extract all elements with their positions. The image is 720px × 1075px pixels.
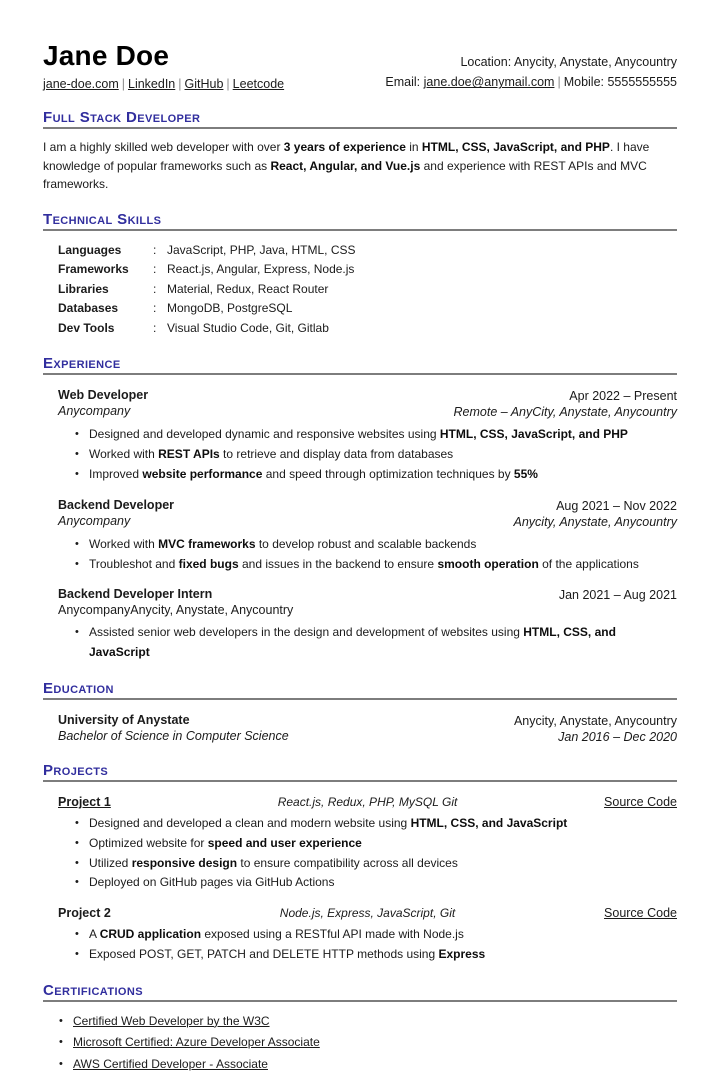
source-code-link-wrap (567, 795, 677, 809)
bullet-icon: • (75, 428, 79, 441)
skill-values: MongoDB, PostgreSQL (167, 301, 293, 316)
certification-item (59, 1054, 677, 1075)
bullet-item (75, 623, 677, 663)
section-title-education: Education (43, 680, 677, 700)
skill-category: Frameworks (58, 262, 129, 277)
education-entry (43, 713, 677, 745)
job-bullets (58, 425, 677, 484)
bullet-item (75, 854, 677, 874)
bullet-text: Worked with REST APIs to retrieve and display data from databases (89, 447, 454, 462)
section-title-certifications: Certifications (43, 982, 677, 1002)
skill-category: Languages (58, 242, 122, 257)
job-bullets (58, 535, 677, 575)
email-label: Email: (385, 75, 421, 90)
skill-values: React.js, Angular, Express, Node.js (167, 262, 355, 277)
skill-values: Material, Redux, React Router (167, 281, 329, 296)
bullet-text: Deployed on GitHub pages via GitHub Actions (89, 875, 335, 890)
skill-category: Databases (58, 301, 119, 316)
job-right (514, 498, 678, 530)
bullet-item (75, 465, 677, 485)
bullet-icon: • (75, 816, 79, 829)
mobile-text: Mobile: 5555555555 (563, 75, 677, 90)
job-right (559, 587, 677, 618)
skills-row (58, 241, 677, 261)
job-entry (43, 498, 677, 575)
skills-row (58, 280, 677, 300)
job-dates: Apr 2022 – Present (569, 389, 677, 404)
skill-values: Visual Studio Code, Git, Gitlab (167, 320, 329, 335)
bullet-text: Assisted senior web developers in the design and development of websites using HTML, CSS, and JavaScript (89, 625, 616, 660)
location-line: Location: Anycity, Anystate, Anycountry (460, 55, 677, 70)
bullet-icon: • (75, 537, 79, 550)
project-name-link[interactable]: Project 1 (58, 794, 111, 809)
skill-category: Libraries (58, 281, 109, 296)
bullet-text: Troubleshot and fixed bugs and issues in the backend to ensure smooth operation of the applications (89, 556, 639, 571)
skills-row (58, 319, 677, 339)
degree: Bachelor of Science in Computer Science (58, 728, 289, 743)
job-bullets (58, 623, 677, 663)
certification-item (59, 1032, 677, 1054)
separator: | (226, 77, 230, 92)
certifications-list (43, 1011, 677, 1075)
email-link[interactable]: jane.doe@anymail.com (423, 75, 555, 90)
separator: | (178, 77, 182, 92)
skills-table (43, 241, 677, 339)
job-right (454, 388, 677, 420)
skills-row (58, 299, 677, 319)
bullet-text: Designed and developed a clean and modern website using HTML, CSS, and JavaScript (89, 815, 568, 830)
project-bullets (58, 814, 677, 893)
bullet-item (75, 834, 677, 854)
job-left (58, 587, 293, 618)
bullet-text: Exposed POST, GET, PATCH and DELETE HTTP methods using Express (89, 946, 486, 961)
bullet-icon: • (75, 626, 79, 639)
website-link[interactable]: jane-doe.com (43, 77, 119, 92)
education-location: Anycity, Anystate, Anycountry (513, 713, 677, 728)
bullet-icon: • (75, 947, 79, 960)
certification-item (59, 1011, 677, 1033)
bullet-text: Optimized website for speed and user experience (89, 835, 362, 850)
bullet-item (75, 873, 677, 893)
summary-paragraph: I am a highly skilled web developer with over 3 years of experience in HTML, CSS, JavaScript, and PHP. I have knowledge of popular frameworks such as React, Angular, and Vue.js and experience with REST APIs and MVC frameworks. (43, 140, 650, 192)
project-tech-stack: React.js, Redux, PHP, MySQL Git (277, 794, 458, 809)
job-head (58, 388, 677, 420)
skill-values: JavaScript, PHP, Java, HTML, CSS (167, 242, 356, 257)
bullet-text: A CRUD application exposed using a RESTful API made with Node.js (89, 927, 464, 942)
source-code-link-wrap (567, 906, 677, 920)
section-title-projects: Projects (43, 762, 677, 782)
bullet-icon: • (75, 467, 79, 480)
source-code-link[interactable]: Source Code (604, 794, 677, 809)
bullet-item (75, 814, 677, 834)
bullet-icon: • (75, 928, 79, 941)
colon: : (153, 301, 157, 316)
project-head (58, 906, 677, 920)
bullet-text: Improved website performance and speed through optimization techniques by 55% (89, 466, 538, 481)
job-left (58, 498, 174, 530)
bullet-icon: • (75, 557, 79, 570)
section-title-role: Full Stack Developer (43, 109, 677, 129)
bullet-item (75, 425, 677, 445)
source-code-link[interactable]: Source Code (604, 906, 677, 921)
header-right (385, 52, 677, 92)
linkedin-link[interactable]: LinkedIn (128, 77, 176, 92)
project-name: Project 2 (58, 906, 111, 921)
colon: : (153, 242, 157, 257)
education-right (514, 713, 677, 745)
bullet-icon: • (59, 1036, 63, 1049)
certification-link[interactable]: Microsoft Certified: Azure Developer Associate (73, 1035, 320, 1050)
leetcode-link[interactable]: Leetcode (232, 77, 285, 92)
colon: : (153, 281, 157, 296)
bullet-text: Designed and developed dynamic and responsive websites using HTML, CSS, JavaScript, and PHP (89, 427, 628, 442)
bullet-item (75, 445, 677, 465)
education-dates: Jan 2016 – Dec 2020 (558, 729, 677, 744)
project-tech-stack: Node.js, Express, JavaScript, Git (279, 906, 456, 921)
skills-row (58, 260, 677, 280)
bullet-icon: • (59, 1014, 63, 1027)
header-left (43, 40, 284, 92)
bullet-icon: • (75, 448, 79, 461)
bullet-text: Utilized responsive design to ensure compatibility across all devices (89, 855, 458, 870)
project-entry (43, 795, 677, 893)
email-mobile-line (385, 72, 677, 92)
job-head (58, 587, 677, 618)
job-role: Web Developer (58, 388, 149, 403)
colon: : (153, 262, 157, 277)
project-head (58, 795, 677, 809)
certification-link[interactable]: AWS Certified Developer - Associate (73, 1056, 268, 1071)
job-dates: Jan 2021 – Aug 2021 (558, 588, 677, 603)
job-role: Backend Developer Intern (58, 587, 213, 602)
bullet-item (75, 535, 677, 555)
job-entry (43, 587, 677, 663)
section-title-experience: Experience (43, 355, 677, 375)
bullet-icon: • (75, 856, 79, 869)
bullet-item (75, 945, 677, 965)
bullet-icon: • (75, 876, 79, 889)
job-left (58, 388, 148, 420)
job-company: Anycompany (58, 404, 131, 419)
job-role: Backend Developer (58, 497, 175, 512)
job-company: Anycompany (58, 513, 131, 528)
certification-link[interactable]: Certified Web Developer by the W3C (73, 1013, 270, 1028)
contact-links (43, 76, 284, 92)
colon: : (153, 320, 157, 335)
separator: | (121, 77, 125, 92)
bullet-icon: • (75, 836, 79, 849)
education-head (58, 713, 677, 745)
bullet-text: Worked with MVC frameworks to develop robust and scalable backends (89, 536, 477, 551)
job-head (58, 498, 677, 530)
section-title-skills: Technical Skills (43, 211, 677, 231)
header (43, 40, 677, 92)
job-dates: Aug 2021 – Nov 2022 (556, 498, 677, 513)
bullet-item (75, 925, 677, 945)
school-name: University of Anystate (58, 712, 190, 727)
job-location: Anycity, Anystate, Anycountry (513, 514, 677, 529)
job-location: Remote – AnyCity, Anystate, Anycountry (453, 405, 677, 420)
job-entry (43, 388, 677, 484)
separator: | (557, 75, 561, 90)
education-left (58, 713, 289, 745)
bullet-item (75, 555, 677, 575)
skill-category: Dev Tools (58, 320, 115, 335)
job-company: AnycompanyAnycity, Anystate, Anycountry (58, 603, 294, 618)
github-link[interactable]: GitHub (184, 77, 224, 92)
bullet-icon: • (59, 1057, 63, 1070)
project-bullets (58, 925, 677, 965)
project-entry (43, 906, 677, 965)
person-name: Jane Doe (43, 40, 170, 71)
